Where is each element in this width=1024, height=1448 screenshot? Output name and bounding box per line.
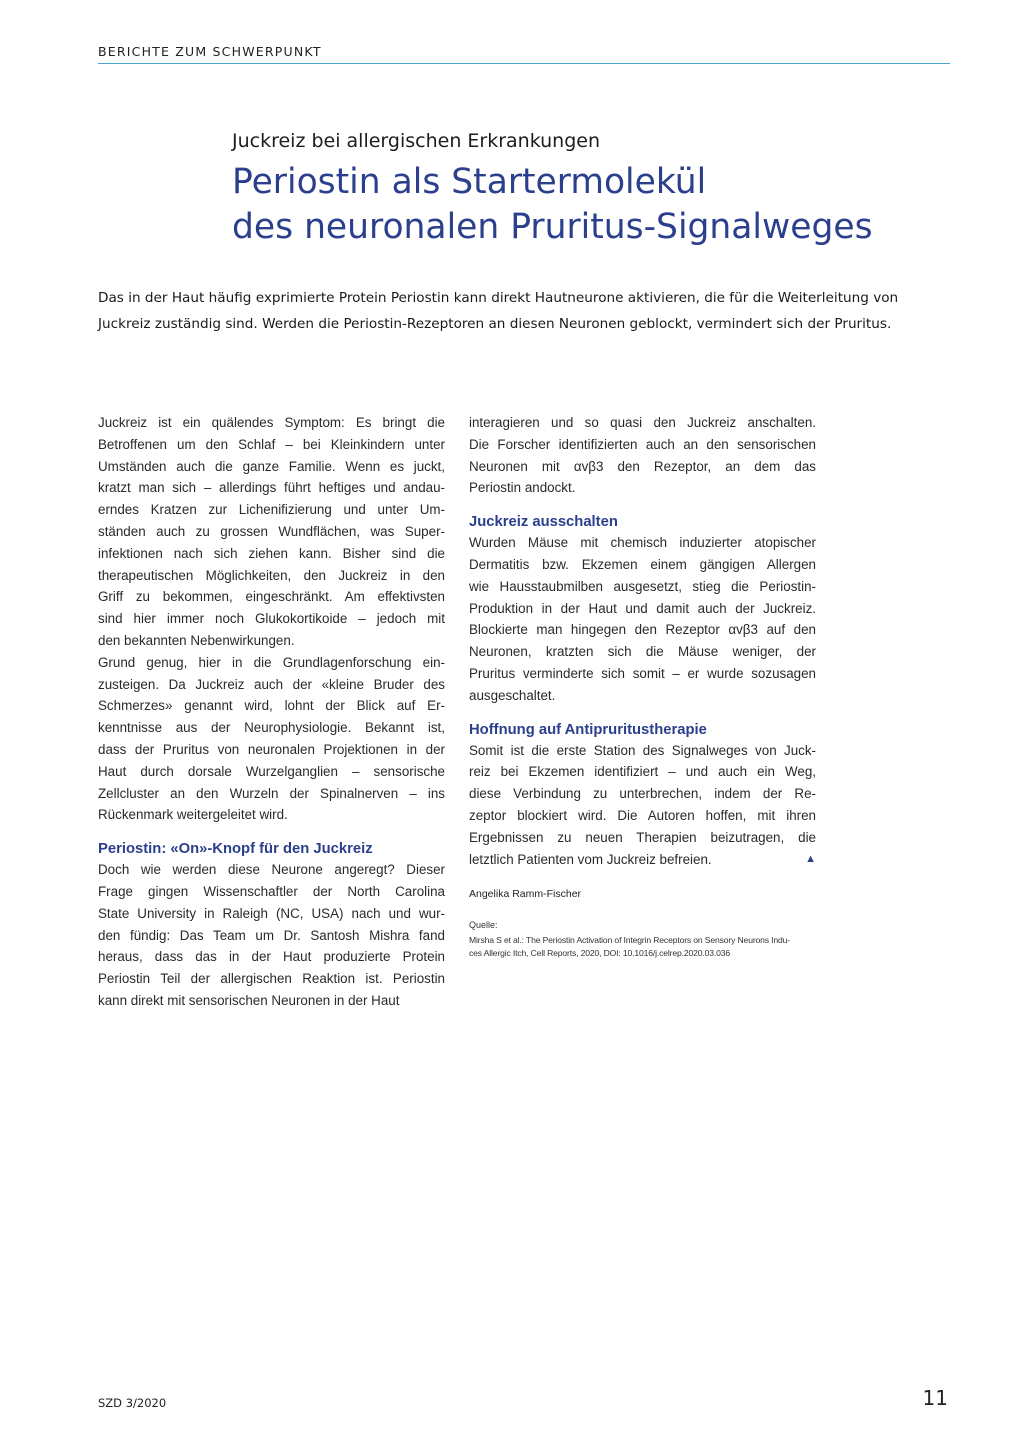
body-paragraph <box>469 412 816 499</box>
text-line: Pruritus verminderte sich somit – er wurde sozusagen <box>469 665 816 681</box>
text-line: wie Hausstaubmilben ausgesetzt, stieg die Periostin- <box>469 578 816 594</box>
text-line: ausgeschaltet. <box>469 687 556 703</box>
author-name: Angelika Ramm-Fischer <box>469 888 582 901</box>
text-line: kann direkt mit sensorischen Neuronen in der Haut <box>98 992 400 1008</box>
end-of-article-icon: ▲ <box>805 852 816 865</box>
text-line: letztlich Patienten vom Juckreiz befreien. <box>469 851 712 867</box>
section-heading: Periostin: «On»-Knopf für den Juckreiz <box>98 841 373 858</box>
text-line: Somit ist die erste Station des Signalweges von Juck- <box>469 742 816 758</box>
text-line: zusteigen. Da Juckreiz auch der «kleine Bruder des <box>98 676 445 692</box>
text-line: Doch wie werden diese Neurone angeregt? Dieser <box>98 862 445 878</box>
text-line: kenntnisse aus der Neurophysiologie. Bekannt ist, <box>98 720 445 736</box>
text-line: heraus, dass das in der Haut produzierte Protein <box>98 949 445 965</box>
text-line: zeptor blockiert wird. Die Autoren hoffen, mit ihren <box>469 807 816 823</box>
page-number: 11 <box>922 1386 948 1410</box>
text-line: diese Verbindung zu unterbrechen, indem der Re- <box>469 786 816 802</box>
source-line: Mirsha S et al.: The Periostin Activation of Integrin Receptors on Sensory Neurons Indu- <box>469 935 791 946</box>
text-line: Ergebnissen zu neuen Therapien beizutragen, die <box>469 829 816 845</box>
text-line: Neuronen mit αvβ3 den Rezeptor, an dem das <box>469 458 816 474</box>
text-line: sind hier immer noch Glukokortikoide – jedoch mit <box>98 611 445 627</box>
title-line: Periostin als Startermolekül <box>232 162 707 202</box>
text-line: Frage gingen Wissenschaftler der North Carolina <box>98 883 445 899</box>
text-line: State University in Raleigh (NC, USA) nach und wur- <box>98 905 445 921</box>
text-line: Zellcluster an den Wurzeln der Spinalnerven – ins <box>98 785 445 801</box>
article-lead <box>98 285 950 337</box>
lead-line: Juckreiz zuständig sind. Werden die Periostin-Rezeptoren an diesen Neuronen geblockt, vermindert sich der Pruritus. <box>98 316 892 332</box>
text-line: den bekannten Nebenwirkungen. <box>98 632 295 648</box>
section-heading: Juckreiz ausschalten <box>469 514 618 531</box>
text-line: Betroffenen um den Schlaf – bei Kleinkindern unter <box>98 436 445 452</box>
title-line: des neuronalen Pruritus-Signalweges <box>232 207 873 247</box>
text-line: ständen auch zu grossen Wundflächen, was Super- <box>98 523 445 539</box>
text-line: dass der Pruritus von neuronalen Projektionen in der <box>98 741 445 757</box>
text-line: Periostin andockt. <box>469 480 576 496</box>
article-title <box>232 160 972 250</box>
text-line: Grund genug, hier in die Grundlagenforschung ein- <box>98 654 445 670</box>
source-line: ces Allergic Itch, Cell Reports, 2020, DOI: 10.1016/j.celrep.2020.03.036 <box>469 948 731 959</box>
text-line: Neuronen, kratzten sich die Mäuse weniger, der <box>469 644 816 660</box>
text-line: Blockierte man hingegen den Rezeptor αvβ3 auf den <box>469 622 816 638</box>
text-line: Die Forscher identifizierten auch an den sensorischen <box>469 436 816 452</box>
body-paragraph <box>98 652 445 826</box>
text-line: Wurden Mäuse mit chemisch induzierter atopischer <box>469 535 816 551</box>
text-line: Produktion in der Haut und damit auch der Juckreiz. <box>469 600 816 616</box>
body-paragraph <box>98 412 445 652</box>
text-line: Haut durch dorsale Wurzelganglien – sensorische <box>98 763 445 779</box>
text-line: interagieren und so quasi den Juckreiz anschalten. <box>469 415 816 430</box>
text-line: therapeutischen Möglichkeiten, den Juckreiz in den <box>98 567 445 583</box>
body-paragraph <box>469 740 816 871</box>
text-line: Schmerzes» genannt wird, lohnt der Blick auf Er- <box>98 698 445 714</box>
header-rule <box>98 63 950 64</box>
text-line: erndes Kratzen zur Lichenifizierung und unter Um- <box>98 502 445 518</box>
text-line: kratzt man sich – allerdings führt heftiges und andau- <box>98 480 445 496</box>
issue-label: SZD 3/2020 <box>98 1396 167 1410</box>
text-line: Umständen auch die ganze Familie. Wenn es juckt, <box>98 458 445 474</box>
article-kicker: Juckreiz bei allergischen Erkrankungen <box>232 130 601 152</box>
left-column <box>98 412 445 1012</box>
body-paragraph <box>469 532 816 706</box>
text-line: Periostin Teil der allergischen Reaktion ist. Periostin <box>98 971 445 987</box>
text-line: Rückenmark weitergeleitet wird. <box>98 807 288 823</box>
body-paragraph <box>98 859 445 1012</box>
section-label: BERICHTE ZUM SCHWERPUNKT <box>98 44 322 59</box>
text-line: den fündig: Das Team um Dr. Santosh Mishra fand <box>98 927 445 943</box>
text-line: Griff zu bekommen, eingeschränkt. Am effektivsten <box>98 589 445 605</box>
text-line: Juckreiz ist ein quälendes Symptom: Es bringt die <box>98 415 445 430</box>
text-line: infektionen nach sich ziehen kann. Bisher sind die <box>98 545 445 561</box>
lead-line: Das in der Haut häufig exprimierte Protein Periostin kann direkt Hautneurone aktivieren, die für die Weiterleitung von <box>98 290 899 306</box>
right-column <box>469 412 816 960</box>
source-citation <box>469 934 816 960</box>
text-line: reiz bei Ekzemen identifiziert – und auch ein Weg, <box>469 764 816 780</box>
text-line: Dermatitis bzw. Ekzemen einem gängigen Allergen <box>469 556 816 572</box>
section-heading: Hoffnung auf Antipruritustherapie <box>469 721 707 738</box>
source-label: Quelle: <box>469 920 498 931</box>
